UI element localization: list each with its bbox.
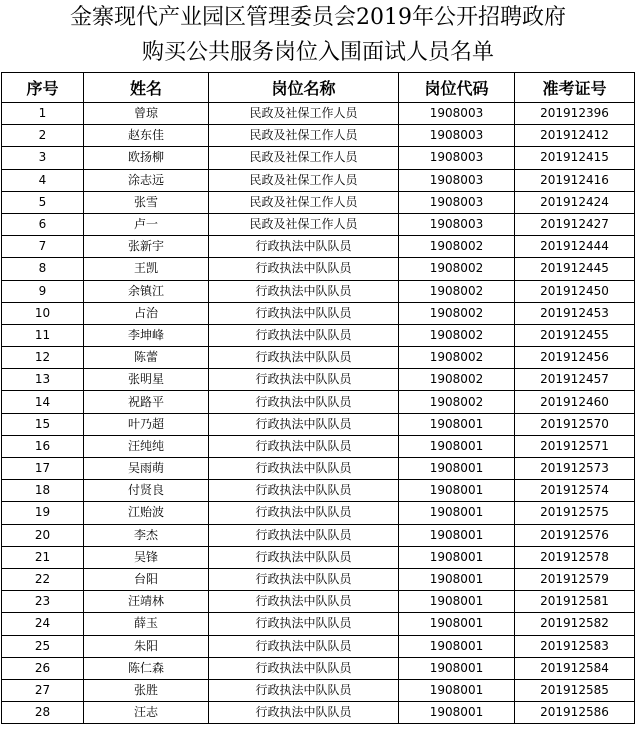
- cell-name: 汪纯纯: [84, 435, 209, 457]
- cell-name: 卢一: [84, 213, 209, 235]
- cell-position-code: 1908001: [399, 435, 515, 457]
- table-row: [2, 568, 635, 590]
- cell-index: 6: [2, 213, 84, 235]
- cell-index: 16: [2, 435, 84, 457]
- candidate-table: [1, 72, 635, 724]
- cell-position-code: 1908003: [399, 191, 515, 213]
- cell-name: 李杰: [84, 524, 209, 546]
- cell-index: 21: [2, 546, 84, 568]
- cell-position-code: 1908003: [399, 213, 515, 235]
- cell-name: 汪志: [84, 702, 209, 724]
- cell-name: 吴锋: [84, 546, 209, 568]
- table-row: [2, 147, 635, 169]
- cell-name: 张新宇: [84, 236, 209, 258]
- table-row: [2, 369, 635, 391]
- cell-position-name: 行政执法中队队员: [209, 635, 399, 657]
- cell-position-code: 1908002: [399, 258, 515, 280]
- header-position-code: 岗位代码: [399, 73, 515, 103]
- cell-index: 14: [2, 391, 84, 413]
- cell-index: 23: [2, 591, 84, 613]
- cell-exam-number: 201912578: [515, 546, 635, 568]
- cell-position-name: 民政及社保工作人员: [209, 147, 399, 169]
- cell-index: 7: [2, 236, 84, 258]
- table-row: [2, 435, 635, 457]
- cell-exam-number: 201912582: [515, 613, 635, 635]
- cell-position-code: 1908003: [399, 103, 515, 125]
- table-row: [2, 524, 635, 546]
- cell-name: 张雪: [84, 191, 209, 213]
- cell-index: 9: [2, 280, 84, 302]
- cell-name: 叶乃超: [84, 413, 209, 435]
- cell-name: 涂志远: [84, 169, 209, 191]
- table-row: [2, 324, 635, 346]
- table-row: [2, 103, 635, 125]
- cell-position-code: 1908001: [399, 524, 515, 546]
- cell-position-code: 1908001: [399, 613, 515, 635]
- cell-position-code: 1908002: [399, 280, 515, 302]
- cell-name: 陈仁森: [84, 657, 209, 679]
- table-row: [2, 236, 635, 258]
- cell-position-code: 1908001: [399, 591, 515, 613]
- cell-position-name: 民政及社保工作人员: [209, 213, 399, 235]
- cell-position-name: 行政执法中队队员: [209, 435, 399, 457]
- cell-index: 27: [2, 679, 84, 701]
- cell-position-name: 民政及社保工作人员: [209, 169, 399, 191]
- cell-name: 陈蕾: [84, 347, 209, 369]
- cell-position-code: 1908001: [399, 702, 515, 724]
- cell-exam-number: 201912444: [515, 236, 635, 258]
- cell-position-code: 1908001: [399, 502, 515, 524]
- cell-exam-number: 201912573: [515, 458, 635, 480]
- cell-index: 8: [2, 258, 84, 280]
- cell-index: 17: [2, 458, 84, 480]
- cell-position-name: 民政及社保工作人员: [209, 125, 399, 147]
- header-index: 序号: [2, 73, 84, 103]
- header-position-name: 岗位名称: [209, 73, 399, 103]
- table-row: [2, 679, 635, 701]
- cell-position-code: 1908002: [399, 236, 515, 258]
- cell-position-code: 1908002: [399, 369, 515, 391]
- cell-exam-number: 201912586: [515, 702, 635, 724]
- cell-index: 24: [2, 613, 84, 635]
- cell-index: 5: [2, 191, 84, 213]
- cell-position-code: 1908003: [399, 125, 515, 147]
- cell-position-name: 行政执法中队队员: [209, 347, 399, 369]
- cell-position-name: 行政执法中队队员: [209, 591, 399, 613]
- cell-position-name: 行政执法中队队员: [209, 568, 399, 590]
- cell-exam-number: 201912396: [515, 103, 635, 125]
- cell-index: 1: [2, 103, 84, 125]
- header-exam-number: 准考证号: [515, 73, 635, 103]
- cell-position-code: 1908001: [399, 679, 515, 701]
- cell-name: 赵东佳: [84, 125, 209, 147]
- cell-position-code: 1908003: [399, 169, 515, 191]
- page-title-line-1: 金寨现代产业园区管理委员会2019年公开招聘政府: [70, 5, 566, 30]
- table-row: [2, 125, 635, 147]
- cell-name: 张明星: [84, 369, 209, 391]
- table-row: [2, 391, 635, 413]
- cell-position-name: 行政执法中队队员: [209, 258, 399, 280]
- table-row: [2, 546, 635, 568]
- cell-exam-number: 201912453: [515, 302, 635, 324]
- cell-index: 13: [2, 369, 84, 391]
- cell-exam-number: 201912576: [515, 524, 635, 546]
- table-row: [2, 591, 635, 613]
- cell-position-name: 民政及社保工作人员: [209, 103, 399, 125]
- cell-name: 薛玉: [84, 613, 209, 635]
- cell-index: 15: [2, 413, 84, 435]
- cell-position-name: 行政执法中队队员: [209, 613, 399, 635]
- cell-name: 王凯: [84, 258, 209, 280]
- cell-exam-number: 201912570: [515, 413, 635, 435]
- cell-index: 28: [2, 702, 84, 724]
- cell-exam-number: 201912445: [515, 258, 635, 280]
- cell-name: 欧扬柳: [84, 147, 209, 169]
- cell-index: 25: [2, 635, 84, 657]
- cell-name: 祝路平: [84, 391, 209, 413]
- cell-index: 10: [2, 302, 84, 324]
- table-row: [2, 657, 635, 679]
- cell-name: 曾琼: [84, 103, 209, 125]
- cell-name: 余镇江: [84, 280, 209, 302]
- cell-exam-number: 201912584: [515, 657, 635, 679]
- cell-index: 4: [2, 169, 84, 191]
- cell-exam-number: 201912456: [515, 347, 635, 369]
- cell-name: 汪靖林: [84, 591, 209, 613]
- cell-name: 付贤良: [84, 480, 209, 502]
- cell-name: 李坤峰: [84, 324, 209, 346]
- cell-exam-number: 201912450: [515, 280, 635, 302]
- cell-position-code: 1908001: [399, 413, 515, 435]
- cell-exam-number: 201912427: [515, 213, 635, 235]
- cell-exam-number: 201912581: [515, 591, 635, 613]
- cell-exam-number: 201912579: [515, 568, 635, 590]
- cell-name: 张胜: [84, 679, 209, 701]
- cell-exam-number: 201912575: [515, 502, 635, 524]
- cell-index: 11: [2, 324, 84, 346]
- cell-index: 2: [2, 125, 84, 147]
- cell-exam-number: 201912571: [515, 435, 635, 457]
- cell-exam-number: 201912574: [515, 480, 635, 502]
- cell-position-name: 行政执法中队队员: [209, 524, 399, 546]
- table-row: [2, 635, 635, 657]
- cell-position-name: 行政执法中队队员: [209, 702, 399, 724]
- cell-position-code: 1908001: [399, 546, 515, 568]
- header-name: 姓名: [84, 73, 209, 103]
- cell-position-name: 行政执法中队队员: [209, 480, 399, 502]
- cell-index: 12: [2, 347, 84, 369]
- table-row: [2, 480, 635, 502]
- cell-position-name: 行政执法中队队员: [209, 280, 399, 302]
- table-row: [2, 280, 635, 302]
- table-row: [2, 458, 635, 480]
- cell-position-name: 行政执法中队队员: [209, 324, 399, 346]
- cell-position-name: 行政执法中队队员: [209, 546, 399, 568]
- table-row: [2, 169, 635, 191]
- cell-position-code: 1908001: [399, 480, 515, 502]
- cell-position-name: 行政执法中队队员: [209, 458, 399, 480]
- cell-position-name: 民政及社保工作人员: [209, 191, 399, 213]
- table-row: [2, 347, 635, 369]
- table-row: [2, 191, 635, 213]
- cell-exam-number: 201912424: [515, 191, 635, 213]
- table-row: [2, 258, 635, 280]
- cell-index: 22: [2, 568, 84, 590]
- cell-exam-number: 201912585: [515, 679, 635, 701]
- cell-exam-number: 201912583: [515, 635, 635, 657]
- cell-position-code: 1908001: [399, 568, 515, 590]
- cell-name: 占治: [84, 302, 209, 324]
- cell-position-name: 行政执法中队队员: [209, 413, 399, 435]
- cell-position-name: 行政执法中队队员: [209, 391, 399, 413]
- cell-exam-number: 201912455: [515, 324, 635, 346]
- cell-index: 26: [2, 657, 84, 679]
- cell-exam-number: 201912457: [515, 369, 635, 391]
- table-row: [2, 702, 635, 724]
- cell-position-code: 1908002: [399, 391, 515, 413]
- cell-name: 朱阳: [84, 635, 209, 657]
- table-row: [2, 413, 635, 435]
- cell-position-name: 行政执法中队队员: [209, 679, 399, 701]
- cell-position-code: 1908002: [399, 347, 515, 369]
- cell-index: 18: [2, 480, 84, 502]
- table-body: [2, 103, 635, 724]
- cell-exam-number: 201912416: [515, 169, 635, 191]
- cell-index: 3: [2, 147, 84, 169]
- cell-position-code: 1908001: [399, 635, 515, 657]
- table-row: [2, 502, 635, 524]
- cell-position-code: 1908001: [399, 458, 515, 480]
- cell-name: 江贻波: [84, 502, 209, 524]
- table-row: [2, 613, 635, 635]
- cell-position-name: 行政执法中队队员: [209, 302, 399, 324]
- cell-index: 20: [2, 524, 84, 546]
- table-row: [2, 302, 635, 324]
- cell-exam-number: 201912460: [515, 391, 635, 413]
- cell-exam-number: 201912415: [515, 147, 635, 169]
- cell-name: 台阳: [84, 568, 209, 590]
- cell-name: 吴雨萌: [84, 458, 209, 480]
- table-header-row: [2, 73, 635, 103]
- cell-position-name: 行政执法中队队员: [209, 657, 399, 679]
- cell-position-name: 行政执法中队队员: [209, 502, 399, 524]
- cell-exam-number: 201912412: [515, 125, 635, 147]
- page-title-line-2: 购买公共服务岗位入围面试人员名单: [141, 40, 494, 65]
- cell-position-code: 1908002: [399, 302, 515, 324]
- cell-position-code: 1908003: [399, 147, 515, 169]
- table-row: [2, 213, 635, 235]
- cell-position-name: 行政执法中队队员: [209, 369, 399, 391]
- cell-position-code: 1908001: [399, 657, 515, 679]
- cell-index: 19: [2, 502, 84, 524]
- cell-position-name: 行政执法中队队员: [209, 236, 399, 258]
- cell-position-code: 1908002: [399, 324, 515, 346]
